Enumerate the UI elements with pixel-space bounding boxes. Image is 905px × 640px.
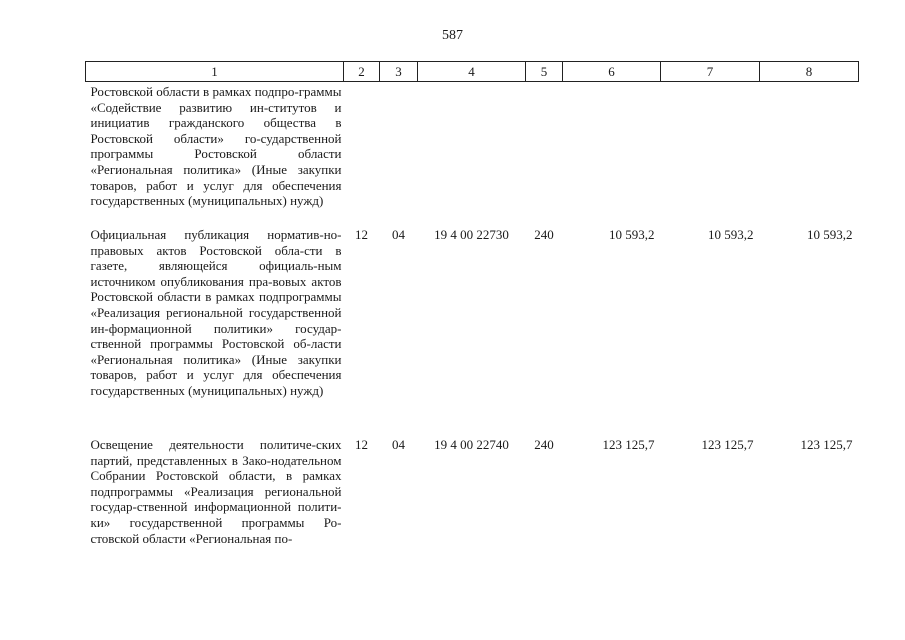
column-header-3: 3 xyxy=(380,62,418,82)
subsection-code xyxy=(380,82,418,226)
column-header-1: 1 xyxy=(86,62,344,82)
target-article-code: 19 4 00 22740 xyxy=(434,437,509,452)
row-description: Официальная публикация норматив-но-правовых актов Ростовской обла-сти в газете, являющейся официаль-ным источником опубликования пра-вовых актов Ростовской области в рамках подпрограммы «Реализация региональной государственной ин-формационной политики» государ-ственной программы Ростовской об-ласти «Региональная политика» (Иные закупки товаров, работ и услуг для обеспечения государственных (муниципальных) нужд) xyxy=(90,227,342,398)
row-description: Ростовской области в рамках подпро-граммы «Содействие развитию ин-ститутов и инициатив гражданского общества в Ростовской области» го-сударственной программы Ростовской области «Региональная политика» (Иные закупки товаров, работ и услуг для обеспечения государственных (муниципальных) нужд) xyxy=(90,84,342,209)
section-code: 12 xyxy=(355,227,368,242)
target-article-code xyxy=(418,82,526,226)
table-row xyxy=(86,225,859,435)
column-header-6: 6 xyxy=(563,62,661,82)
amount-col-8 xyxy=(760,82,859,226)
amount-col-6: 123 125,7 xyxy=(602,437,655,452)
amount-col-7: 123 125,7 xyxy=(701,437,754,452)
expense-type-code: 240 xyxy=(534,437,554,452)
section-code: 12 xyxy=(355,437,368,452)
amount-col-7 xyxy=(661,82,760,226)
expense-type-code xyxy=(526,82,563,226)
target-article-code: 19 4 00 22730 xyxy=(434,227,509,242)
column-header-4: 4 xyxy=(418,62,526,82)
subsection-code: 04 xyxy=(392,227,405,242)
page-number: 587 xyxy=(442,28,463,43)
subsection-code: 04 xyxy=(392,437,405,452)
column-header-7: 7 xyxy=(661,62,760,82)
column-number-row xyxy=(86,62,859,82)
amount-col-6 xyxy=(563,82,661,226)
expense-type-code: 240 xyxy=(534,227,554,242)
table-row xyxy=(86,82,859,226)
section-code xyxy=(344,82,380,226)
table-row xyxy=(86,435,859,567)
row-description: Освещение деятельности политиче-ских партий, представленных в Зако-нодательном Собрании Ростовской области, в рамках подпрограммы «Реализация региональной государ-ственной информационной полити-ки» государственной программы Ро-стовской области «Региональная по- xyxy=(90,437,342,546)
amount-col-6: 10 593,2 xyxy=(609,227,655,242)
amount-col-8: 10 593,2 xyxy=(807,227,853,242)
amount-col-7: 10 593,2 xyxy=(708,227,754,242)
amount-col-8: 123 125,7 xyxy=(800,437,853,452)
column-header-2: 2 xyxy=(344,62,380,82)
column-header-8: 8 xyxy=(760,62,859,82)
budget-table xyxy=(85,61,859,567)
column-header-5: 5 xyxy=(526,62,563,82)
